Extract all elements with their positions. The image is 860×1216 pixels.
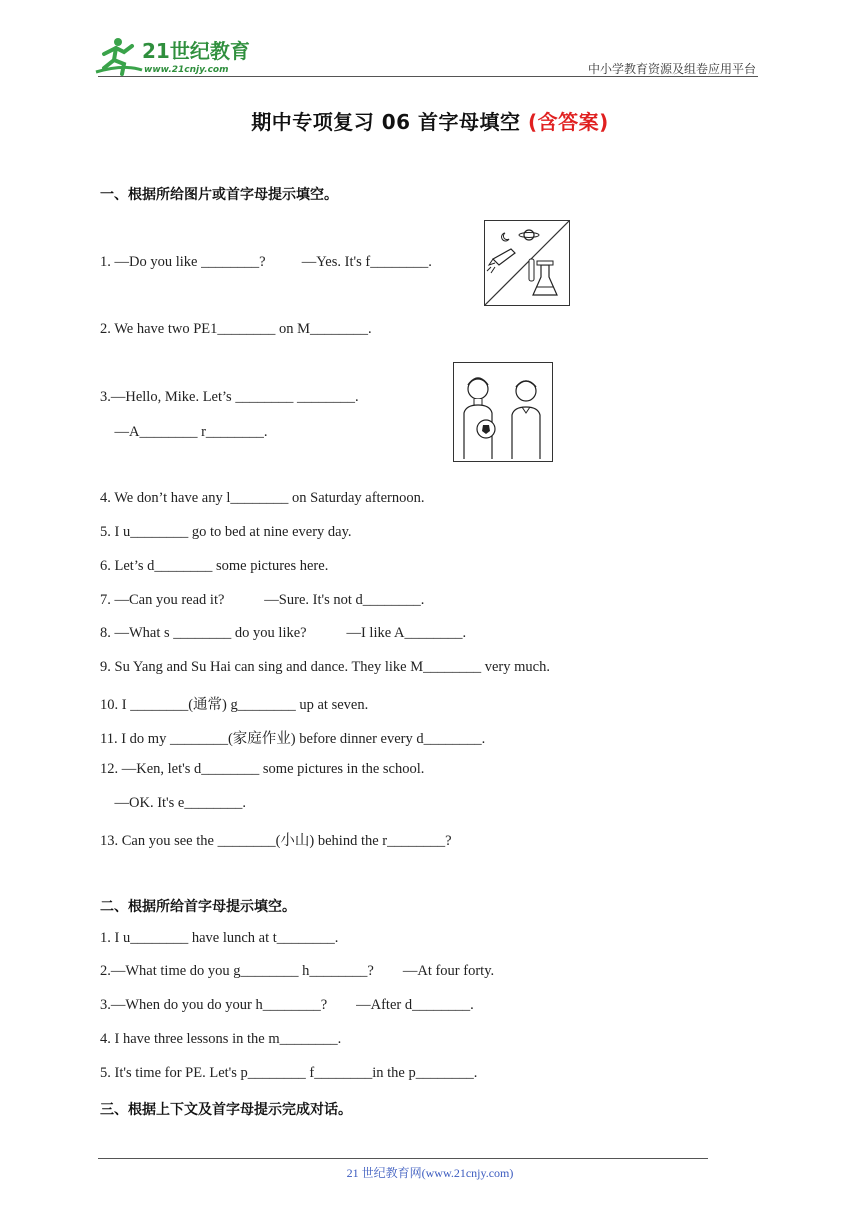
q1-5: 5. I u________ go to bed at nine every day.	[100, 524, 352, 540]
title-main: 期中专项复习 06 首字母填空	[251, 110, 528, 134]
footer-link[interactable]: 21 世纪教育网(www.21cnjy.com)	[346, 1166, 514, 1180]
q1-10: 10. I ________(通常) g________ up at seven.	[100, 697, 369, 713]
q1-2: 2. We have two PE1________ on M________.	[100, 321, 372, 337]
q1-11: 11. I do my ________(家庭作业) before dinner every d________.	[100, 731, 486, 747]
boy-with-ball-icon	[464, 378, 495, 459]
header-platform-text: 中小学教育资源及组卷应用平台	[587, 62, 756, 76]
flask-icon	[533, 261, 557, 295]
q1-12b: —OK. It's e________.	[100, 795, 246, 811]
q2-5: 5. It's time for PE. Let's p________ f________in the p________.	[100, 1065, 478, 1081]
section-3-heading: 三、根据上下文及首字母提示完成对话。	[100, 1102, 352, 1118]
page-title	[0, 106, 860, 135]
q1-13: 13. Can you see the ________(小山) behind the r________?	[100, 833, 452, 849]
site-logo	[94, 34, 264, 78]
q1-12a: 12. —Ken, let's d________ some pictures in the school.	[100, 761, 425, 777]
q1-3b: —A________ r________.	[100, 424, 268, 440]
q2-2: 2.—What time do you g________ h________? —At four forty.	[100, 963, 495, 979]
section-2-heading: 二、根据所给首字母提示填空。	[100, 899, 296, 915]
q1-8: 8. —What s ________ do you like? —I like A________.	[100, 625, 467, 641]
moon-icon	[502, 233, 509, 241]
q1-1: 1. —Do you like ________? —Yes. It's f________.	[100, 254, 432, 270]
logo-text: 21世纪教育	[142, 39, 250, 63]
rocket-icon	[487, 249, 515, 273]
q2-3: 3.—When do you do your h________? —After d________.	[100, 997, 474, 1013]
section-1-heading: 一、根据所给图片或首字母提示填空。	[100, 187, 338, 203]
q1-4: 4. We don’t have any l________ on Saturday afternoon.	[100, 490, 425, 506]
q1-6: 6. Let’s d________ some pictures here.	[100, 558, 329, 574]
q1-3a: 3.—Hello, Mike. Let’s ________ ________.	[100, 389, 359, 405]
header-divider	[98, 76, 758, 77]
planet-icon	[519, 230, 539, 240]
boys-picture	[453, 362, 553, 462]
boy-standing-icon	[512, 381, 540, 459]
q2-1: 1. I u________ have lunch at t________.	[100, 930, 339, 946]
footer-divider	[98, 1158, 708, 1159]
science-picture	[484, 220, 570, 306]
q2-4: 4. I have three lessons in the m________.	[100, 1031, 342, 1047]
test-tube-icon	[529, 259, 534, 281]
logo-url: www.21cnjy.com	[144, 65, 229, 75]
q1-7: 7. —Can you read it? —Sure. It's not d________.	[100, 592, 425, 608]
title-answer-note: (含答案)	[527, 110, 609, 134]
runner-icon	[96, 38, 142, 74]
q1-9: 9. Su Yang and Su Hai can sing and dance. They like M________ very much.	[100, 659, 550, 675]
